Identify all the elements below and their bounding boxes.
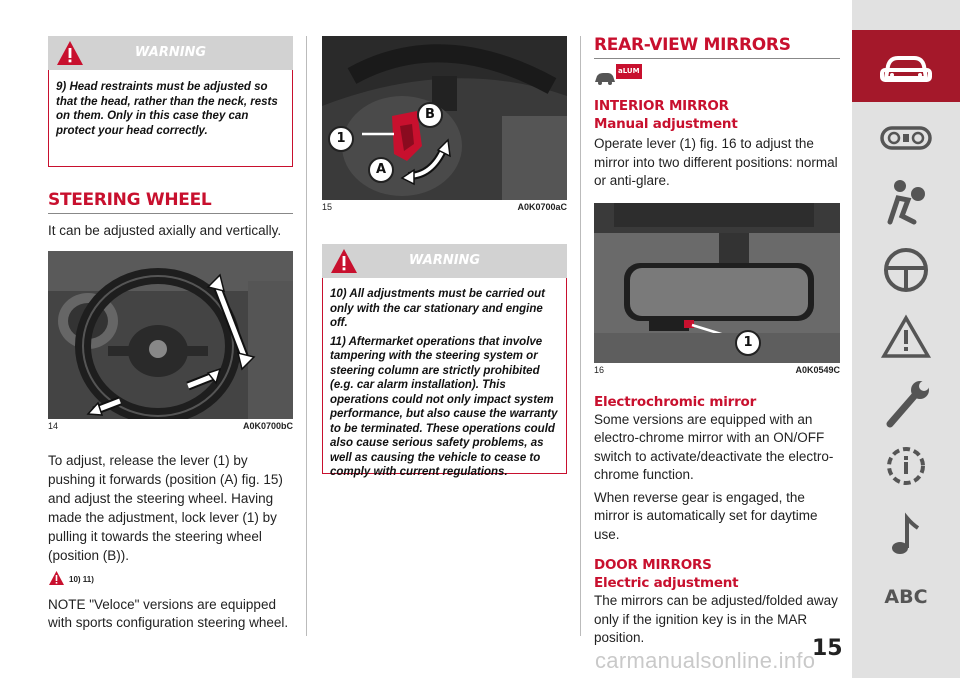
column-divider <box>580 36 581 636</box>
callout-b: B <box>417 102 443 128</box>
figure-16 <box>594 203 840 377</box>
figure-14 <box>48 251 293 433</box>
sidebar-item-index[interactable] <box>852 586 960 608</box>
warning-block-2 <box>322 244 567 478</box>
steering-lever-illustration <box>322 36 567 200</box>
sidebar-item-warnings[interactable] <box>852 302 960 374</box>
door-mirrors-heading: DOOR MIRRORS <box>594 557 712 573</box>
music-note-icon <box>852 500 960 572</box>
page-number: 15 <box>812 636 843 661</box>
figure-number: 15 <box>322 202 333 212</box>
figure-code: A0K0700bC <box>242 420 293 431</box>
mirror-photo <box>594 203 840 363</box>
section-heading-mirrors: REAR-VIEW MIRRORS <box>594 35 791 55</box>
warning-body: Aftermarket operations that involve tampering with the steering system or steering column are strictly prohibited (e.g. car alarm installation). This operations could not only impact system performance, but also cause the warranty to be terminated. These operations could also cause serious safety problems, as well as causing the vehicle to cease to comply with current regulations. <box>330 335 558 478</box>
heading-rule <box>594 58 840 59</box>
sidebar-item-technical[interactable] <box>852 430 960 502</box>
small-warning-icon <box>48 570 65 586</box>
reference-numbers: 10) 11) <box>69 574 94 584</box>
callout-1: 1 <box>735 330 761 356</box>
warning-body: Head restraints must be adjusted so that the head, rather than the neck, rests on them. Only in this case they can protect your head correctly. <box>56 81 278 137</box>
sidebar-item-safety[interactable] <box>852 166 960 238</box>
callout-1: 1 <box>328 126 354 152</box>
column-middle <box>322 0 567 478</box>
heading-rule <box>48 213 293 214</box>
column-divider <box>306 36 307 636</box>
airbag-icon <box>852 166 960 238</box>
sidebar-item-multimedia[interactable] <box>852 500 960 572</box>
figure-15 <box>322 36 567 214</box>
mirror-illustration <box>594 203 840 363</box>
steering-adjust-text: To adjust, release the lever (1) by pushing it forwards (position (A) fig. 15) and adjust the steering wheel. Having made the adjustment, lock lever (1) by pulling it towards the steering wheel (position (B)). <box>48 452 283 563</box>
figure-number: 16 <box>594 364 605 375</box>
warning-box <box>322 278 567 478</box>
figure-caption <box>48 419 293 433</box>
electrochromic-text-2: When reverse gear is engaged, the mirror is automatically set for daytime use. <box>594 489 818 542</box>
figure-number: 14 <box>48 420 59 431</box>
sidebar-item-car[interactable] <box>852 30 960 102</box>
figure-code: A0K0549C <box>795 364 840 375</box>
warning-box <box>48 70 293 167</box>
electric-adjustment-heading: Electric adjustment <box>594 575 739 591</box>
sidebar-item-dashboard[interactable] <box>852 102 960 174</box>
figure-code: A0K0700aC <box>517 202 567 212</box>
section-heading-steering: STEERING WHEEL <box>48 190 212 210</box>
warning-bar <box>48 36 293 70</box>
steering-wheel-photo <box>48 251 293 419</box>
dashboard-icon <box>852 102 960 174</box>
warning-number: 10) <box>330 288 347 300</box>
electric-adjustment-text: The mirrors can be adjusted/folded away only if the ignition key is in the MAR position. <box>594 593 838 645</box>
warning-number: 9) <box>56 81 67 93</box>
watermark: carmanualsonline.info <box>595 648 816 673</box>
warning-references <box>48 570 293 590</box>
manual-adjustment-heading: Manual adjustment <box>594 116 738 132</box>
figure-caption <box>322 200 567 214</box>
warning-title: WARNING <box>408 253 481 268</box>
callout-a: A <box>368 157 394 183</box>
warning-number: 11) <box>330 335 346 348</box>
manual-adjustment-text: Operate lever (1) fig. 16 to adjust the mirror into two different positions: normal or anti-glare. <box>594 136 838 188</box>
column-left <box>48 0 293 633</box>
warning-triangle-icon <box>852 302 960 374</box>
steering-intro: It can be adjusted axially and vertically. <box>48 223 282 238</box>
abc-index-label: ABC <box>884 586 928 608</box>
version-badge-row <box>594 64 840 86</box>
steering-lever-photo <box>322 36 567 200</box>
interior-mirror-heading: INTERIOR MIRROR <box>594 98 729 114</box>
gear-info-icon <box>852 430 960 502</box>
figure-caption <box>594 363 840 377</box>
steering-wheel-illustration <box>48 251 293 419</box>
electrochromic-text-1: Some versions are equipped with an electro-chrome mirror with an ON/OFF switch to activate/deactivate the electro-chrome function. <box>594 411 834 482</box>
chapter-sidebar <box>852 0 960 678</box>
sidebar-item-steering[interactable] <box>852 232 960 304</box>
car-icon <box>594 71 616 85</box>
veloce-note: NOTE "Veloce" versions are equipped with sports configuration steering wheel. <box>48 596 289 630</box>
warning-bar <box>322 244 567 278</box>
warning-item-10 <box>330 287 559 331</box>
alum-badge: aLUM <box>616 64 642 79</box>
warning-block-1 <box>48 36 293 167</box>
warning-text <box>56 80 285 138</box>
column-right <box>594 0 840 648</box>
warning-title: WARNING <box>134 45 207 60</box>
warning-item-11 <box>330 335 559 480</box>
car-icon <box>852 30 960 102</box>
electrochromic-heading: Electrochromic mirror <box>594 393 757 410</box>
steering-wheel-icon <box>852 232 960 304</box>
warning-body: All adjustments must be carried out only with the car stationary and engine off. <box>330 288 545 329</box>
